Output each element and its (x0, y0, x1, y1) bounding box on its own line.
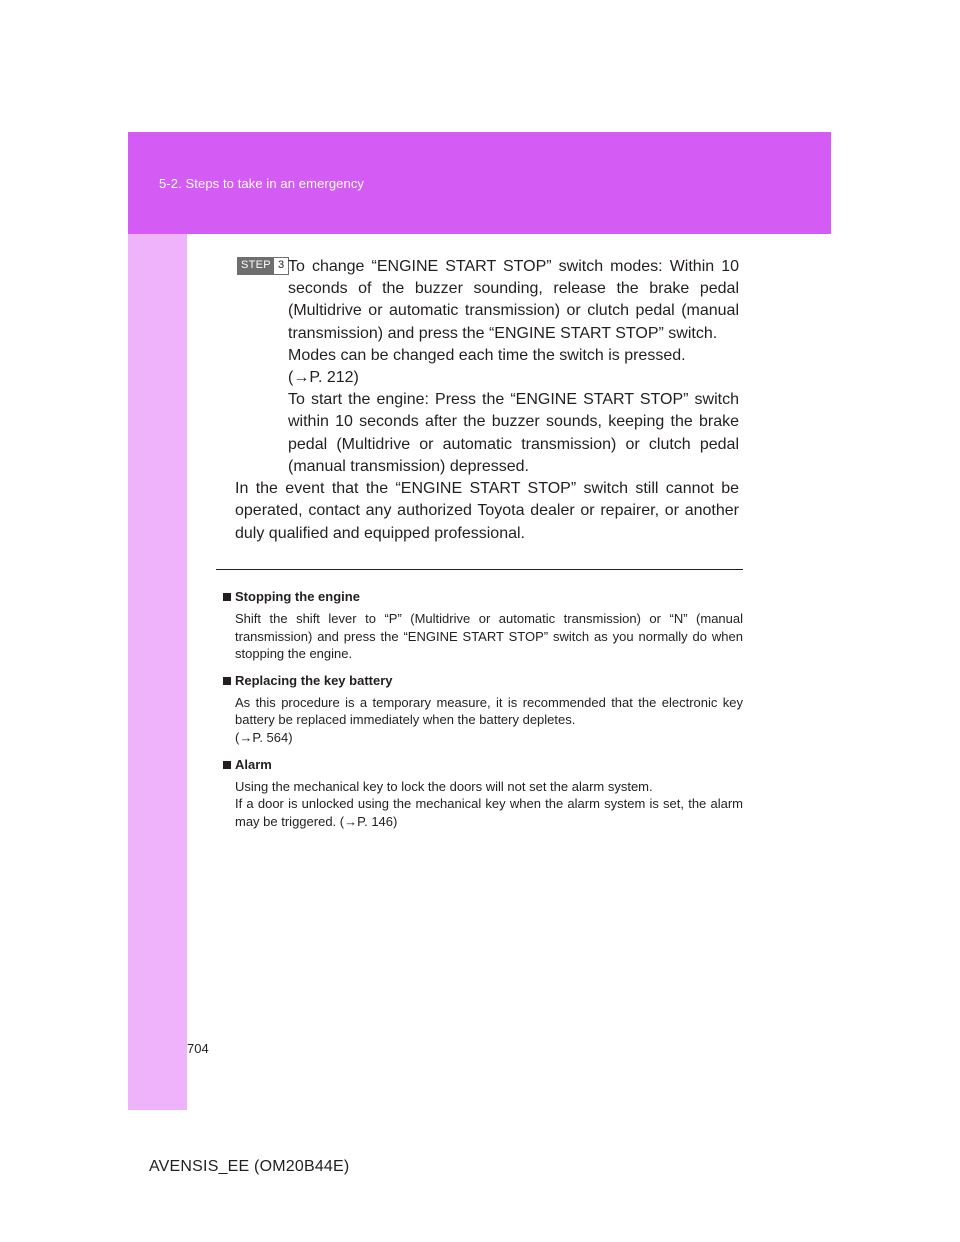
note-body (235, 694, 743, 747)
notes-section (223, 588, 743, 839)
side-band (128, 234, 187, 1110)
note-line: As this procedure is a temporary measure, it is recommended that the electronic key battery be replaced immediately when the battery depletes. (235, 694, 743, 728)
square-bullet-icon (223, 677, 231, 685)
square-bullet-icon (223, 593, 231, 601)
note-title-text: Alarm (235, 756, 272, 772)
step-word: STEP (238, 258, 274, 274)
note-line: Using the mechanical key to lock the doors will not set the alarm system. (235, 778, 653, 794)
page-reference-link[interactable]: (→P. 212) (288, 369, 359, 387)
square-bullet-icon (223, 761, 231, 769)
note-title (223, 756, 743, 774)
note-item (223, 756, 743, 831)
divider (216, 569, 743, 570)
note-title-text: Stopping the engine (235, 589, 360, 604)
note-title (223, 672, 743, 690)
section-title: 5-2. Steps to take in an emergency (159, 176, 365, 191)
note-item (223, 672, 743, 747)
step-badge (237, 257, 289, 275)
note-line: Shift the shift lever to “P” (Multidrive or automatic transmission) or “N” (manual transmission) and press the “ENGINE START STOP” switch as you normally do when stopping the engine. (235, 611, 743, 662)
step-paragraph: Modes can be changed each time the switch is pressed. (288, 346, 686, 364)
note-title (223, 588, 743, 606)
step-number: 3 (274, 258, 288, 274)
page-number: 704 (187, 1041, 209, 1056)
note-item (223, 588, 743, 663)
page-reference-link[interactable]: (→P. 564) (235, 729, 293, 745)
note-title-text: Replacing the key battery (235, 672, 393, 688)
footer-code: AVENSIS_EE (OM20B44E) (149, 1158, 350, 1175)
note-body (235, 778, 743, 831)
note-line: If a door is unlocked using the mechanical key when the alarm system is set, the alarm may be triggered. (→P. 146) (235, 796, 743, 829)
step-paragraph: To start the engine: Press the “ENGINE START STOP” switch within 10 seconds after the buzzer sounds, keeping the brake pedal (Multidrive or automatic transmission) or clutch pedal (manual transmission) depressed. (288, 391, 739, 475)
step-paragraph: To change “ENGINE START STOP” switch modes: Within 10 seconds of the buzzer sounding, release the brake pedal (Multidrive or automatic transmission) or clutch pedal (manual transmission) and press the “ENGINE START STOP” switch. (288, 258, 739, 342)
step-text (288, 256, 739, 478)
closing-paragraph: In the event that the “ENGINE START STOP” switch still cannot be operated, contact any authorized Toyota dealer or repairer, or another duly qualified and equipped professional. (235, 480, 739, 542)
note-body (235, 610, 743, 663)
